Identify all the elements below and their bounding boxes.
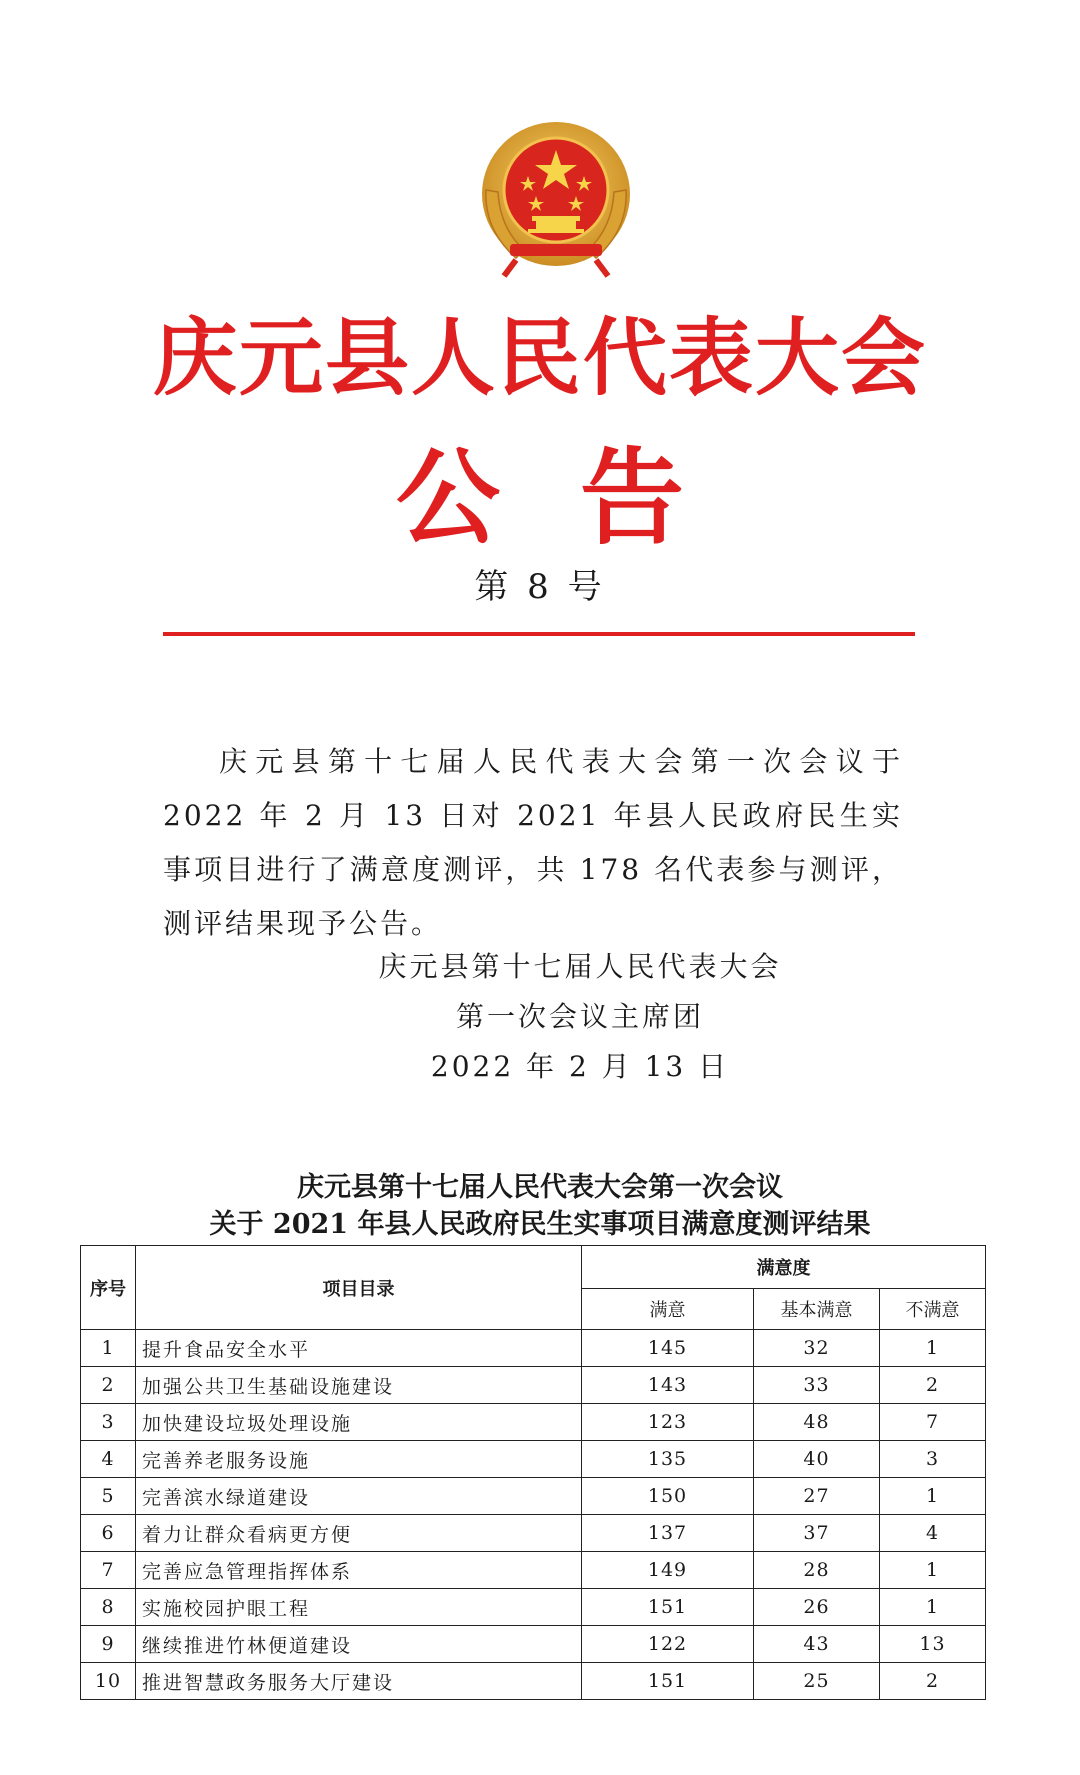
table-row — [81, 1626, 986, 1663]
row-dissatisfied: 1 — [880, 1589, 986, 1626]
row-index: 1 — [81, 1330, 136, 1367]
row-satisfied: 123 — [582, 1404, 754, 1441]
table-row — [81, 1515, 986, 1552]
row-item: 着力让群众看病更方便 — [136, 1515, 582, 1552]
header-satisfied: 满意 — [582, 1289, 754, 1330]
table-row — [81, 1330, 986, 1367]
row-satisfied: 149 — [582, 1552, 754, 1589]
row-satisfied: 150 — [582, 1478, 754, 1515]
national-emblem-icon — [476, 120, 636, 280]
row-satisfied: 122 — [582, 1626, 754, 1663]
table-row — [81, 1589, 986, 1626]
row-item: 加快建设垃圾处理设施 — [136, 1404, 582, 1441]
row-dissatisfied: 3 — [880, 1441, 986, 1478]
row-index: 5 — [81, 1478, 136, 1515]
document-type: 公告 — [395, 436, 764, 559]
row-dissatisfied: 13 — [880, 1626, 986, 1663]
row-dissatisfied: 2 — [880, 1367, 986, 1404]
row-dissatisfied: 2 — [880, 1663, 986, 1700]
row-item: 完善应急管理指挥体系 — [136, 1552, 582, 1589]
row-item: 提升食品安全水平 — [136, 1330, 582, 1367]
row-basic: 43 — [754, 1626, 880, 1663]
table-row — [81, 1367, 986, 1404]
row-index: 10 — [81, 1663, 136, 1700]
row-basic: 33 — [754, 1367, 880, 1404]
announcement-paragraph: 庆元县第十七届人民代表大会第一次会议于 2022 年 2 月 13 日对 2021 年县人民政府民生实事项目进行了满意度测评，共 178 名代表参与测评，测评结果现予公告。 — [163, 745, 903, 940]
row-basic: 40 — [754, 1441, 880, 1478]
header-index: 序号 — [81, 1246, 136, 1330]
row-item: 完善滨水绿道建设 — [136, 1478, 582, 1515]
row-satisfied: 137 — [582, 1515, 754, 1552]
issuing-organization: 庆元县人民代表大会 — [152, 308, 927, 407]
signature-presidium: 第一次会议主席团 — [455, 1000, 704, 1033]
results-table — [80, 1245, 986, 1700]
header-dissatisfied: 不满意 — [880, 1289, 986, 1330]
table-row — [81, 1478, 986, 1515]
row-dissatisfied: 1 — [880, 1330, 986, 1367]
table-row — [81, 1663, 986, 1700]
header-satisfaction: 满意度 — [582, 1246, 986, 1289]
row-item: 实施校园护眼工程 — [136, 1589, 582, 1626]
row-item: 完善养老服务设施 — [136, 1441, 582, 1478]
row-basic: 37 — [754, 1515, 880, 1552]
signature-date: 2022 年 2 月 13 日 — [430, 1050, 730, 1083]
row-index: 9 — [81, 1626, 136, 1663]
row-dissatisfied: 7 — [880, 1404, 986, 1441]
row-index: 3 — [81, 1404, 136, 1441]
row-basic: 48 — [754, 1404, 880, 1441]
header-basically-satisfied: 基本满意 — [754, 1289, 880, 1330]
signature-organization: 庆元县第十七届人民代表大会 — [378, 950, 782, 983]
row-index: 2 — [81, 1367, 136, 1404]
header-item: 项目目录 — [136, 1246, 582, 1330]
row-dissatisfied: 1 — [880, 1478, 986, 1515]
row-satisfied: 143 — [582, 1367, 754, 1404]
table-title-line1: 庆元县第十七届人民代表大会第一次会议 — [297, 1172, 783, 1203]
row-dissatisfied: 1 — [880, 1552, 986, 1589]
row-basic: 28 — [754, 1552, 880, 1589]
row-satisfied: 151 — [582, 1663, 754, 1700]
table-title-line2: 关于 2021 年县人民政府民生实事项目满意度测评结果 — [209, 1209, 871, 1240]
table-row — [81, 1404, 986, 1441]
row-item: 加强公共卫生基础设施建设 — [136, 1367, 582, 1404]
row-satisfied: 151 — [582, 1589, 754, 1626]
row-item: 推进智慧政务服务大厅建设 — [136, 1663, 582, 1700]
document-number: 第 8 号 — [474, 567, 606, 607]
row-basic: 32 — [754, 1330, 880, 1367]
row-satisfied: 135 — [582, 1441, 754, 1478]
row-dissatisfied: 4 — [880, 1515, 986, 1552]
table-row — [81, 1441, 986, 1478]
row-item: 继续推进竹林便道建设 — [136, 1626, 582, 1663]
row-basic: 26 — [754, 1589, 880, 1626]
row-basic: 25 — [754, 1663, 880, 1700]
row-index: 6 — [81, 1515, 136, 1552]
table-row — [81, 1552, 986, 1589]
row-basic: 27 — [754, 1478, 880, 1515]
row-satisfied: 145 — [582, 1330, 754, 1367]
row-index: 4 — [81, 1441, 136, 1478]
red-divider — [163, 632, 915, 636]
row-index: 7 — [81, 1552, 136, 1589]
row-index: 8 — [81, 1589, 136, 1626]
